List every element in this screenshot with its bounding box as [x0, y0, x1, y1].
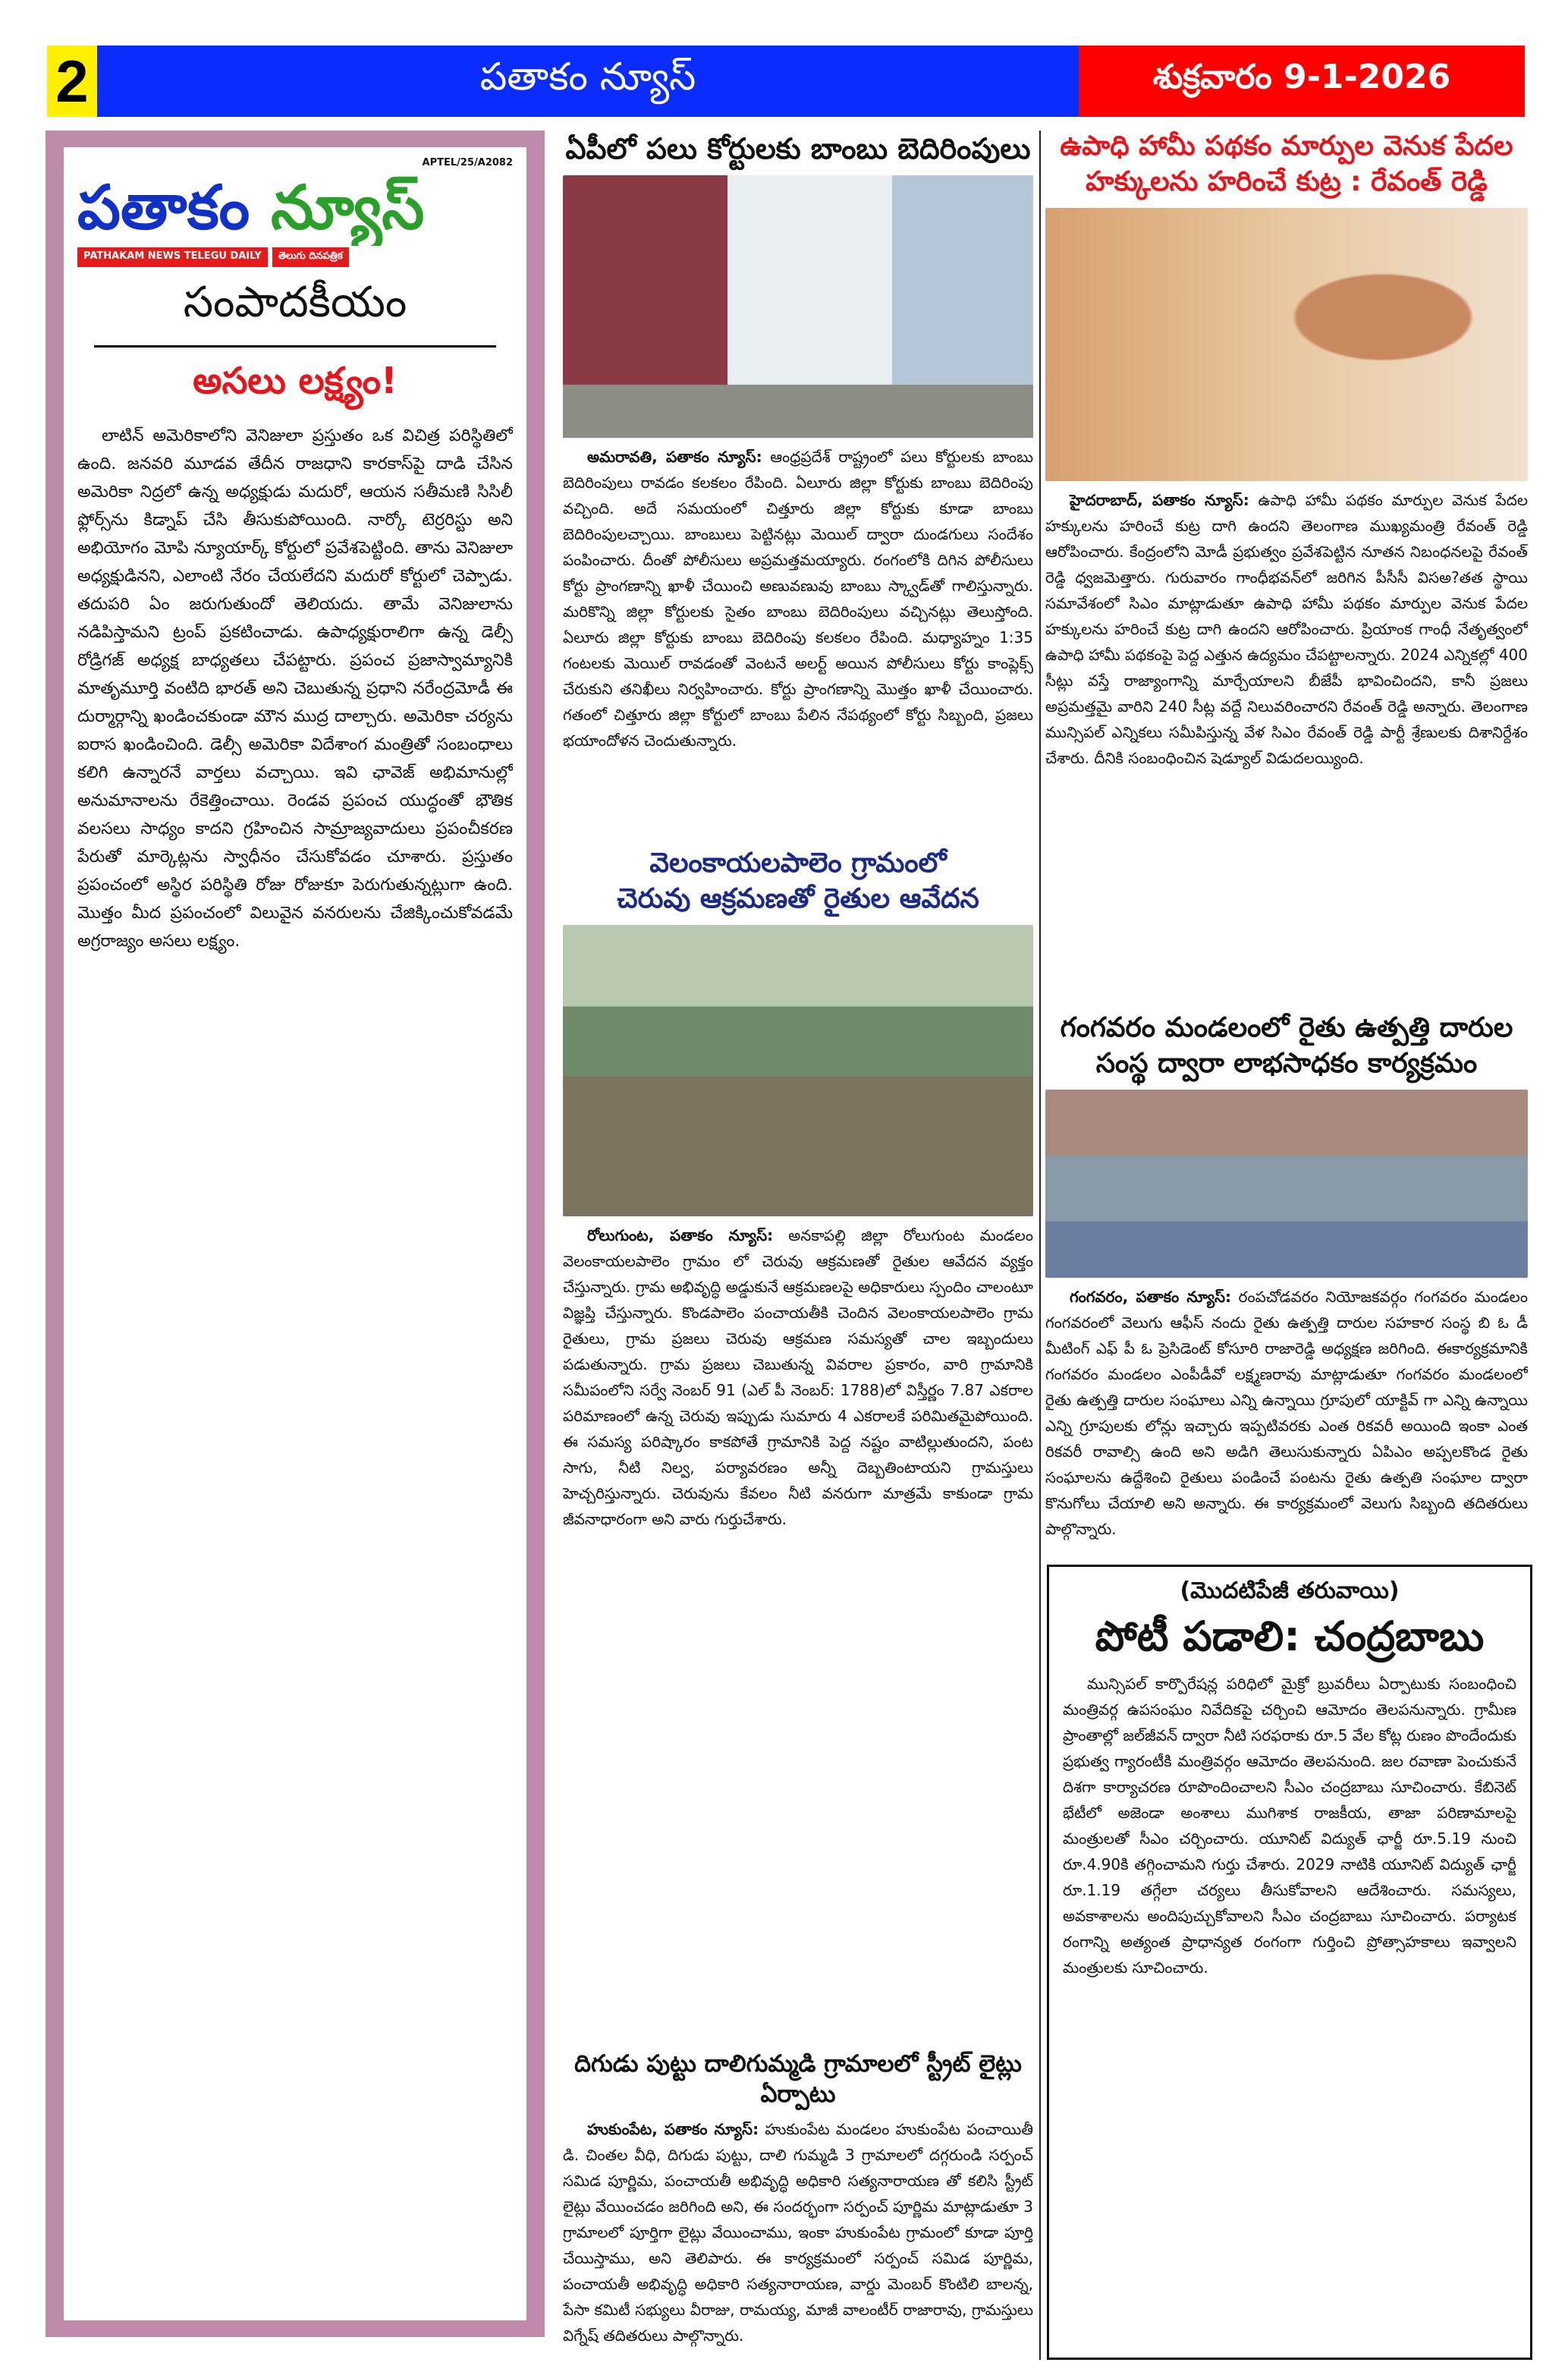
- logo-tagline-en: PATHAKAM NEWS TELEGU DAILY: [77, 247, 268, 267]
- courts-section: [563, 131, 1033, 840]
- revanth-headline: [1045, 129, 1528, 200]
- pond-section: [563, 846, 1033, 2041]
- registration-number: APTEL/25/A2082: [422, 157, 513, 168]
- gangavaram-section: [1045, 1011, 1528, 1559]
- revanth-dateline: హైదరాబాద్, పతాకం న్యూస్:: [1070, 490, 1249, 509]
- pond-headline: [563, 846, 1033, 917]
- revanth-headline-line2: హక్కులను హరించే కుట్ర : రేవంత్ రెడ్డి: [1086, 165, 1488, 197]
- editorial-section-title: సంపాదకీయం: [183, 278, 407, 327]
- revanth-section: [1045, 129, 1528, 1005]
- meeting-photo: [1045, 1090, 1528, 1278]
- streetlights-section: [563, 2049, 1033, 2360]
- pond-headline-line2: చెరువు ఆక్రమణతో రైతుల ఆవేదన: [617, 882, 979, 914]
- streetlights-article: [563, 2116, 1033, 2360]
- chandrababu-article-box: [1047, 1565, 1532, 2360]
- logo-name-1: పతాకం: [77, 172, 250, 243]
- court-building-photo: [563, 175, 1033, 438]
- logo-name-2: న్యూస్: [271, 172, 425, 243]
- revanth-body: ఉపాధి హామీ పథకం మార్పుల వెనుక పేదల హక్కులను హరించే కుట్ర దాగి ఉందని తెలంగాణ ముఖ్యమంత్రి రేవంత్ రెడ్డి ఆరోపించారు. కేంద్రంలోని మోడీ ప్రభుత్వం ప్రవేశపెట్టిన నూతన నిబంధనలపై రేవంత్ రెడ్డి ధ్వజమెత్తారు. గురువారం గాంధీభవన్‌లో జరిగిన పీసీసీ విసఅ?తత స్థాయి సమావేశంలో సిఎం మాట్లాడుతూ ఉపాధి హామీ పథకం మార్పుల వెనుక పేదల హక్కులను హరించే కుట్ర దాగి ఉందని ఆరోపించారు. ప్రియాంక గాంధీ నేతృత్వంలో ఉపాధి హామీ పథకంపై పెద్ద ఎత్తున ఉద్యమం చేపట్టాలన్నారు. 2024 ఎన్నికల్లో 400 సీట్లు వస్తే రాజ్యాంగాన్ని మార్చేయాలని బీజేపీ భావించిందని, కానీ ప్రజలు అప్రమత్తమై వారిని 240 సీట్ల వద్దే నిలువరించారని రేవంత్ రెడ్డి అన్నారు. తెలంగాణ మున్సిపల్ ఎన్నికలు సమీపిస్తున్న వేళ సిఎం రేవంత్ రెడ్డి పార్టీ శ్రేణులకు దిశానిర్దేశం చేశారు. దీనికి సంబంధించిన షెడ్యూల్ విడుదలయ్యింది.: [1045, 490, 1528, 767]
- courts-article: [563, 444, 1033, 840]
- gangavaram-body: రంపచోడవరం నియోజకవర్గం గంగవరం మండలం గంగవరంలో వెలుగు ఆఫీస్ నందు రైతు ఉత్పత్తి దారుల సహకార సంస్థ బి ఓ డీ మీటింగ్ ఎఫ్ పీ ఓ ప్రెసిడెంట్ కోసూరి రాజారెడ్డి అధ్యక్షణ జరిగింది. ఈకార్యక్రమానికి గంగవరం మండలం ఎంపీడీవో లక్ష్మణరావు మాట్లాడుతూ గంగవరం మండలంలో రైతు ఉత్పత్తి దారుల సంఘాలు ఎన్ని ఉన్నాయి గ్రూపులో యాక్టివ్ గా ఎన్ని ఉన్నాయి ఎన్ని గ్రూపులకు లోన్లు ఇచ్చారు ఇప్పటివరకు ఎంత రికవరీ అయింది ఇంకా ఎంత రికవరీ రావాల్సి ఉంది అని అడిగి తెలుసుకున్నారు ఏపిఎం అప్పలకొండ రైతు సంఘాలను ఉద్దేశించి రైతులు పండించే పంటను రైతు ఉత్పతి సంఘాల ద్వారా కొనుగోలు చేయాలి అని అన్నారు. ఈ కార్యక్రమంలో వెలుగు సిబ్బంది తదితరులు పాల్గొన్నారు.: [1045, 1287, 1528, 1538]
- masthead-title: పతాకం న్యూస్: [97, 46, 1079, 117]
- streetlights-dateline: హుకుంపేట, పతాకం న్యూస్:: [587, 2119, 759, 2138]
- chandrababu-headline: పోటీ పడాలి: చంద్రబాబు: [1095, 1612, 1485, 1660]
- column-divider: [1039, 131, 1041, 2360]
- newspaper-logo: [77, 156, 513, 267]
- page-number: 2: [47, 46, 97, 117]
- courts-headline: ఏపీలో పలు కోర్టులకు బాంబు బెదిరింపులు: [565, 132, 1031, 165]
- gangavaram-article: [1045, 1284, 1528, 1559]
- courts-dateline: అమరావతి, పతాకం న్యూస్:: [587, 448, 762, 467]
- editorial-column: [46, 131, 545, 2337]
- farmers-pond-photo: [563, 925, 1033, 1216]
- logo-tagline-te: తెలుగు దినపత్రిక: [272, 247, 349, 267]
- courts-body: ఆంధ్రప్రదేశ్ రాష్ట్రంలో పలు కోర్టులకు బాంబు బెదిరింపులు రావడం కలకలం రేపింది. ఏలూరు జిల్లా కోర్టుకు బాంబు బెదిరింపు వచ్చింది. అదే సమయంలో చిత్తూరు జిల్లా కోర్టుకు కూడా బాంబు బెదిరింపులచ్చాయి. బాంబులు పెట్టినట్లు మెయిల్ ద్వారా దుండగులు సందేశం పంపించారు. దీంతో పోలీసులు అప్రమత్తమయ్యారు. రంగంలోకి దిగిన పోలీసులు కోర్టు ప్రాంగణాన్ని ఖాళీ చేయించి అణువణువు బాంబు స్క్వాడ్‌తో గాలిస్తున్నారు. మరికొన్ని జిల్లా కోర్టులకు సైతం బాంబు బెదిరింపులు వచ్చినట్లు తెలుస్తోంది. ఏలూరు జిల్లా కోర్టుకు బాంబు బెదిరింపు కలకలం రేపింది. మధ్యాహ్నం 1:35 గంటలకు మెయిల్ రావడంతో వెంటనే అలర్ట్ అయిన పోలీసులు కోర్టు కాంప్లెక్స్ చేరుకుని తనిఖీలు నిర్వహించారు. కోర్టు ప్రాంగణాన్ని మొత్తం ఖాళీ చేయించారు. గతంలో చిత్తూరు జిల్లా కోర్టులో బాంబు పేలిన నేపథ్యంలో కోర్టు సిబ్బంది, ప్రజలు భయాందోళన చెందుతున్నారు.: [563, 448, 1033, 750]
- revanth-reddy-photo: [1045, 208, 1528, 481]
- gangavaram-headline: [1045, 1011, 1528, 1082]
- gangavaram-headline-line1: గంగవరం మండలంలో రైతు ఉత్పత్తి దారుల: [1060, 1012, 1513, 1043]
- pond-body: అనకాపల్లి జిల్లా రోలుగుంట మండలం వెలంకాయలపాలెం గ్రామం లో చెరువు ఆక్రమణతో రైతుల ఆవేదన వ్యక్తం చేస్తున్నారు. గ్రామ అభివృద్ధి అడ్డుకునే ఆక్రమణలపై అధికారులు స్పందిం చాలంటూ విజ్ఞప్తి చేస్తున్నారు. కొండపాలెం పంచాయతీకి చెందిన వెలంకాయలపాలెం గ్రామ రైతులు, గ్రామ ప్రజలు చెరువు ఆక్రమణ సమస్యతో చాల ఇబ్బందులు పడుతున్నారు. గ్రామ ప్రజలు చెబుతున్న వివరాల ప్రకారం, వారి గ్రామానికి సమీపంలోని సర్వే నెంబర్ 91 (ఎల్ పీ నెంబర్: 1788)లో విస్తీర్ణం 7.87 ఎకరాల పరిమాణంలో ఉన్న చెరువు ఇప్పుడు సుమారు 4 ఎకరాలకే పరిమితమైపోయింది. ఈ సమస్య పరిష్కారం కాకపోతే గ్రామానికి పెద్ద నష్టం వాటిల్లుతుందని, పంట సాగు, నీటి నిల్వ, పర్యావరణం అన్నీ దెబ్బతింటాయని గ్రామస్తులు హెచ్చరిస్తున్నారు. చెరువును కేవలం నీటి వనరుగా మాత్రమే కాకుండా గ్రామ జీవనాధారంగా అని వారు గుర్తుచేశారు.: [563, 1225, 1033, 1528]
- streetlights-headline: దిగుడు పుట్టు దాలిగుమ్మడి గ్రామాలలో స్ట్రీట్ లైట్లు ఏర్పాటు: [574, 2050, 1022, 2109]
- pond-article: [563, 1222, 1033, 2041]
- gangavaram-dateline: గంగవరం, పతాకం న్యూస్:: [1070, 1287, 1232, 1306]
- issue-date: శుక్రవారం 9-1-2026: [1079, 46, 1525, 117]
- gangavaram-headline-line2: సంస్థ ద్వారా లాభసాధకం కార్యక్రమం: [1095, 1047, 1478, 1079]
- chandrababu-body: మున్సిపల్ కార్పొరేషన్ల పరిధిలో మైక్రో బ్రువరీలు ఏర్పాటుకు సంబంధించి మంత్రివర్గ ఉపసంఘం నివేదికపై చర్చించి ఆమోదం తెలపనున్నారు. గ్రామీణ ప్రాంతాల్లో జల్‌జీవన్ ద్వారా నీటి సరఫరాకు రూ.5 వేల కోట్ల రుణం పొందేందుకు ప్రభుత్వ గ్యారంటీకి మంత్రివర్గం ఆమోదం తెలపనుంది. జల రవాణా పెంచుకునే దిశగా కార్యాచరణ రూపొందించాలని సీఎం చంద్రబాబు సూచించారు. కేబినెట్ భేటీలో అజెండా అంశాలు ముగిశాక రాజకీయ, తాజా పరిణామాలపై మంత్రులతో సీఎం చర్చించారు. యూనిట్ విద్యుత్ ఛార్జీ రూ.5.19 నుంచి రూ.4.90కి తగ్గించామని గుర్తు చేశారు. 2029 నాటికి యూనిట్ విద్యుత్ ఛార్జీ రూ.1.19 తగ్గేలా చర్యలు తీసుకోవాలని ఆదేశించారు. సమస్యలు, అవకాశాలను అందిపుచ్చుకోవాలని సీఎం చంద్రబాబు సూచించారు. పర్యాటక రంగాన్ని అత్యంత ప్రాధాన్యత రంగంగా గుర్తించి ప్రోత్సాహకాలు ఇవ్వాలని మంత్రులకు సూచించారు.: [1063, 1675, 1516, 1977]
- revanth-headline-line1: ఉపాధి హామీ పథకం మార్పుల వెనుక పేదల: [1060, 131, 1513, 162]
- streetlights-body: హుకుంపేట మండలం హుకుంపేట పంచాయితీ డి. చింతల వీధి, దిగుడు పుట్టు, దాలి గుమ్మడి 3 గ్రామాలలో దగ్గరుండి సర్పంచ్ సమిడ పూర్ణిమ, పంచాయతీ అభివృద్ధి అధికారి సత్యనారాయణ తో కలిసి స్ట్రీట్ లైట్లు వేయించడం జరిగింది అని, ఈ సందర్భంగా సర్పంచ్ పూర్ణిమ మాట్లాడుతూ 3 గ్రామాలలో పూర్తిగా లైట్లు వేయించాము, ఇంకా హుకుంపేట గ్రామంలో కూడా పూర్తి చేయిస్తాము, అని తెలిపారు. ఈ కార్యక్రమంలో సర్పంచ్ సమిడ పూర్ణిమ, పంచాయతీ అభివృద్ధి అధికారి సత్యనారాయణ, వార్డు మెంబర్ కొంటిలి బాలన్న, పేసా కమిటీ సభ్యులు వీరాజు, రామయ్య, మాజీ వాలంటీర్ రాజారావు, గ్రామస్తులు విగ్నేష్ తదితరులు పాల్గొన్నారు.: [563, 2119, 1033, 2345]
- editorial-headline: అసలు లక్ష్యం!: [193, 360, 397, 402]
- pond-dateline: రోలుగుంట, పతాకం న్యూస్:: [587, 1225, 774, 1244]
- editorial-body: లాటిన్ అమెరికాలోని వెనిజులా ప్రస్తుతం ఒక విచిత్ర పరిస్థితిలో ఉంది. జనవరి మూడవ తేదీన రాజధాని కారకాస్‌పై దాడి చేసిన అమెరికా నిద్రలో ఉన్న అధ్యక్షుడు మదురో, ఆయన సతీమణి సిసిలీ ఫ్లోర్స్‌ను కిడ్నాప్ చేసి తీసుకుపోయింది. నార్కో టెర్రరిస్టు అని అభియోగం మోపి న్యూయార్క్ కోర్టులో ప్రవేశపెట్టింది. తాను వెనిజులా అధ్యక్షుడినని, ఎలాంటి నేరం చేయలేదని మదురో కోర్టులో చెప్పాడు. తదుపరి ఏం జరుగుతుందో తెలియదు. తామే వెనిజులాను నడిపిస్తామని ట్రంప్ ప్రకటించాడు. ఉపాధ్యక్షురాలిగా ఉన్న డెల్సీ రోడ్రిగజ్ అధ్యక్ష బాధ్యతలు చేపట్టారు. ప్రపంచ ప్రజాస్వామ్యానికి మాతృమూర్తి వంటిది భారత్ అని చెబుతున్న ప్రధాని నరేంద్రమోడీ ఈ దుర్మార్గాన్ని ఖండించకుండా మౌన ముద్ర దాల్చారు. అమెరికా చర్యను ఐరాస ఖండించింది. డెల్సీ అమెరికా విదేశాంగ మంత్రితో సంబంధాలు కలిగి ఉన్నారనే వార్తలు వచ్చాయి. ఇవి ఛావెజ్ అభిమానుల్లో అనుమానాలను రేకెత్తించాయి. రెండవ ప్రపంచ యుద్ధంతో భౌతిక వలసలు సాధ్యం కాదని గ్రహించిన సామ్రాజ్యవాదులు ప్రపంచీకరణ పేరుతో మార్కెట్లను స్వాధీనం చేసుకోవడం చూశారు. ప్రస్తుతం ప్రపంచంలో అస్థిర పరిస్థితి రోజు రోజుకూ పెరుగుతున్నట్లుగా ఉంది. మొత్తం మీద ప్రపంచంలో విలువైన వనరులను చేజిక్కించుకోవడమే అగ్రరాజ్యం అసలు లక్ష్యం.: [77, 426, 513, 951]
- pond-headline-line1: వెలంకాయలపాలెం గ్రామంలో: [649, 848, 947, 879]
- revanth-article: [1045, 487, 1528, 1005]
- divider: [94, 345, 496, 348]
- continued-kicker: (మొదటిపేజీ తరువాయి): [1180, 1578, 1400, 1604]
